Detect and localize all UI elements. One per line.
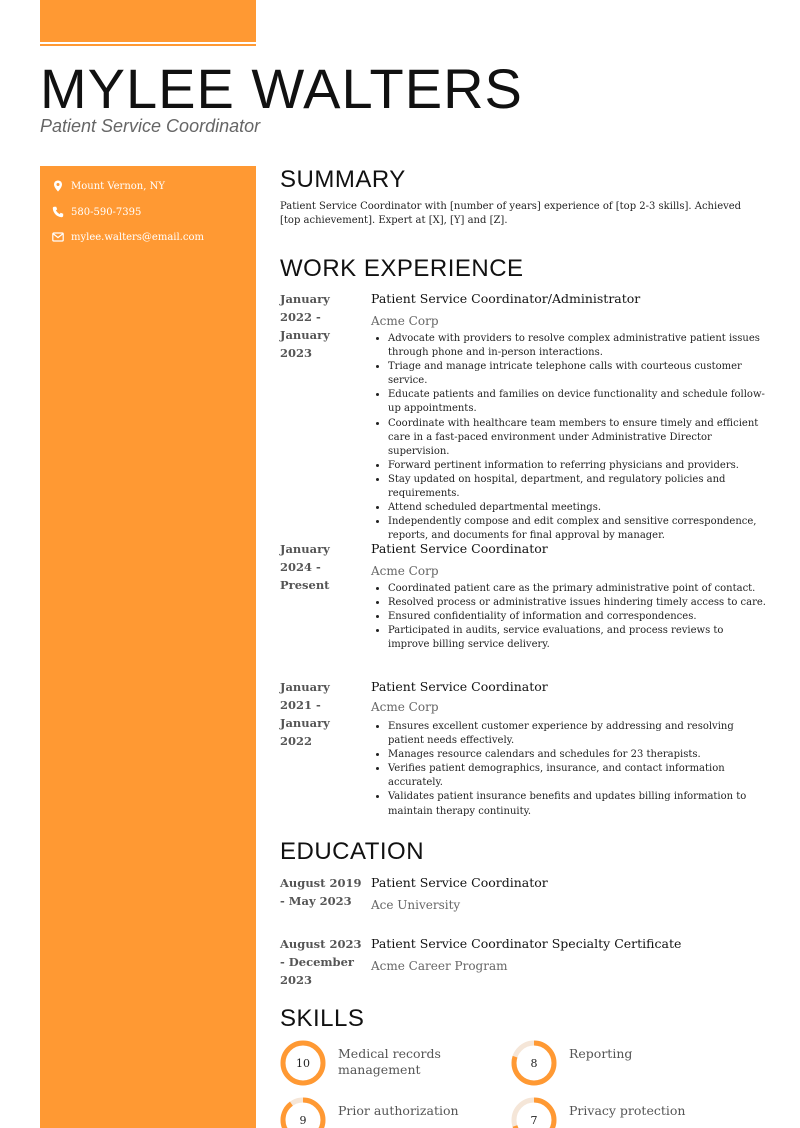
skill-level-number: 8 [530, 1056, 538, 1070]
bullet-item: • Stay updated on hospital, department, and regulatory policies and requirements. [388, 473, 768, 501]
skill-level-ring [511, 1097, 557, 1128]
header-accent-band [40, 0, 256, 42]
entry-title: Patient Service Coordinator [371, 679, 548, 694]
entry-org: Acme Corp [371, 564, 439, 578]
bullet-item: • Advocate with providers to resolve complex administrative patient issues through phone and in-person interactions. [388, 332, 768, 360]
bullet-item: • Triage and manage intricate telephone calls with courteous customer service. [388, 360, 768, 388]
entry-date: August 2019 - May 2023 [280, 876, 362, 908]
summary-heading: SUMMARY [280, 166, 406, 193]
candidate-name: MYLEE WALTERS [40, 57, 523, 120]
bullet-item: • Coordinated patient care as the primary administrative point of contact. [388, 582, 768, 596]
skill-name: Prior authorization [338, 1103, 459, 1118]
bullet-item: • Ensures excellent customer experience by addressing and resolving patient needs effectively. [388, 720, 768, 748]
entry-title: Patient Service Coordinator [371, 541, 548, 556]
entry-bullets [388, 720, 768, 819]
skill-level-ring [280, 1040, 326, 1086]
bullet-item: • Validates patient insurance benefits and updates billing information to maintain therapy continuity. [388, 790, 768, 818]
education-heading: EDUCATION [280, 838, 425, 865]
bullet-item: • Coordinate with healthcare team members to ensure timely and efficient care in a fast-paced environment under Administrative Director supervision. [388, 417, 768, 459]
skill-item [511, 1040, 709, 1086]
entry-date: August 2023 - December 2023 [280, 937, 362, 987]
bullet-item: • Verifies patient demographics, insurance, and contact information accurately. [388, 762, 768, 790]
candidate-role: Patient Service Coordinator [40, 116, 261, 136]
skill-name: Reporting [569, 1046, 633, 1061]
bullet-item: • Independently compose and edit complex and sensitive correspondence, reports, and documents for final approval by manager. [388, 515, 768, 543]
entry-bullets [388, 332, 768, 543]
skill-item [280, 1040, 478, 1086]
entry-title: Patient Service Coordinator/Administrator [371, 291, 641, 306]
entry-title: Patient Service Coordinator [371, 875, 548, 890]
entry-date: January 2024 - Present [280, 542, 330, 592]
entry-title: Patient Service Coordinator Specialty Certificate [371, 936, 682, 951]
sidebar [40, 166, 256, 1128]
experience-heading: WORK EXPERIENCE [280, 255, 524, 282]
skills-heading: SKILLS [280, 1005, 365, 1032]
skill-level-number: 7 [530, 1113, 538, 1127]
contact-phone [52, 206, 141, 218]
bullet-item: • Educate patients and families on device functionality and schedule follow-up appointments. [388, 388, 768, 416]
phone-icon [52, 206, 64, 218]
bullet-item: • Participated in audits, service evaluations, and process reviews to improve billing service delivery. [388, 624, 768, 652]
email-text[interactable]: mylee.walters@email.com [71, 231, 204, 243]
contact-location [52, 180, 165, 192]
bullet-item: • Manages resource calendars and schedules for 23 therapists. [388, 748, 768, 762]
skill-level-number: 9 [299, 1113, 307, 1127]
header-accent-line [40, 44, 256, 46]
entry-org: Acme Corp [371, 700, 439, 714]
bullet-item: • Forward pertinent information to referring physicians and providers. [388, 459, 768, 473]
bullet-item: • Resolved process or administrative issues hindering timely access to care. [388, 596, 768, 610]
map-pin-icon [52, 180, 64, 192]
entry-date: January 2021 - January 2022 [280, 680, 330, 748]
skill-level-number: 10 [296, 1056, 310, 1070]
entry-org: Acme Career Program [371, 959, 508, 973]
skill-item [280, 1097, 478, 1128]
skill-name: Privacy protection [569, 1103, 686, 1118]
envelope-icon [52, 231, 64, 243]
entry-org: Ace University [371, 898, 461, 912]
skill-name: Medical records management [338, 1046, 441, 1077]
bullet-item: • Attend scheduled departmental meetings. [388, 501, 768, 515]
contact-email[interactable] [52, 231, 204, 243]
location-text: Mount Vernon, NY [71, 180, 165, 192]
skill-level-ring [280, 1097, 326, 1128]
bullet-item: • Ensured confidentiality of information and correspondences. [388, 610, 768, 624]
summary-text: Patient Service Coordinator with [number of years] experience of [top 2-3 skills]. Achieved [top achievement]. Expert at [X], [Y] and [Z]. [280, 201, 742, 226]
phone-text: 580-590-7395 [71, 206, 142, 218]
skill-level-ring [511, 1040, 557, 1086]
entry-bullets [388, 582, 768, 652]
skill-item [511, 1097, 709, 1128]
entry-org: Acme Corp [371, 314, 439, 328]
entry-date: January 2022 - January 2023 [280, 292, 330, 360]
